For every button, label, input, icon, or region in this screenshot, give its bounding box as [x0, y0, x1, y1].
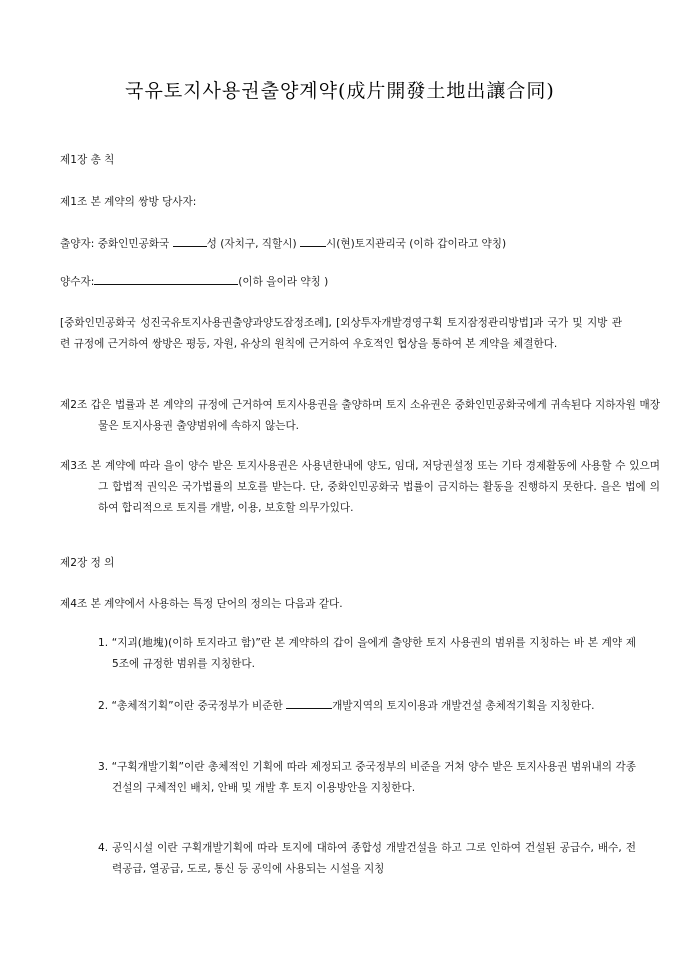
transferor-province: 성 (자치구, 직할시) — [206, 238, 301, 250]
article-3: 제3조 본 계약에 따라 을이 양수 받은 토지사용권은 사용년한내에 양도, 임대, 저당권설정 또는 기타 경제활동에 사용할 수 있으며 그 합법적 권익은 국가법률의 보호를 받는다. 단, 중화인민공화국 법률이 금지하는 활동을 진행하지 못한다. 을은 법에 의하여 합리적으로 토지를 개발, 이용, 보호할 의무가있다. — [60, 460, 660, 514]
transferor-bureau: 시(현)토지관리국 (이하 갑이라고 약칭) — [326, 238, 507, 250]
article-2: 제2조 갑은 법률과 본 계약의 규정에 근거하여 토지사용권을 출양하며 토지 소유권은 중화인민공화국에게 귀속된다 지하자원 매장물은 토지사용권 출양범위에 속하지 않는다. — [60, 399, 660, 432]
definition-1: 1. “지괴(地塊)(이하 토지라고 함)”란 본 계약하의 갑이 을에게 출양한 토지 사용권의 범위를 지칭하는 바 본 계약 제5조에 규정한 범위를 지칭한다. — [98, 637, 636, 670]
transferor-line — [60, 234, 622, 255]
blank-city — [300, 237, 326, 247]
transferee-line — [60, 272, 622, 293]
contract-title: 국유토지사용권출양계약(成片開發土地出讓合同) — [125, 80, 555, 102]
transferor-label: 출양자: 중화인민공화국 — [60, 238, 173, 250]
definition-2-start: 2. “총체적기획”이란 중국정부가 비준한 — [98, 700, 287, 712]
article-1-heading: 제1조 본 계약의 쌍방 당사자: — [60, 196, 197, 208]
preamble-paragraph: [중화인민공화국 성진국유토지사용권출양과양도잠정조례], [외상투자개발경영구획 토지잠정관리방법]과 국가 및 지방 관련 규정에 근거하여 쌍방은 평등, 자원, 유상의 원칙에 근거하여 우호적인 협상을 통하여 본 계약을 체결한다. — [60, 317, 622, 350]
transferee-label: 양수자: — [60, 276, 95, 288]
chapter-2-heading: 제2장 정 의 — [60, 557, 115, 569]
definition-3: 3. “구획개발기획”이란 총체적인 기획에 따라 제정되고 중국정부의 비준을 거쳐 양수 받은 토지사용권 범위내의 각종 건설의 구체적인 배치, 안배 및 개발 후 토지 이용방안을 지칭한다. — [98, 761, 636, 794]
blank-transferee — [94, 275, 238, 285]
article-4-heading: 제4조 본 계약에서 사용하는 특정 단어의 정의는 다음과 같다. — [60, 598, 343, 610]
definition-2 — [98, 696, 636, 717]
transferee-abbrev: (이하 을이라 약칭 ) — [238, 276, 329, 288]
chapter-1-heading: 제1장 총 칙 — [60, 154, 115, 166]
definition-2-end: 개발지역의 토지이용과 개발건설 총체적기획을 지칭한다. — [332, 700, 595, 712]
definition-4: 4. 공익시설 이란 구획개발기획에 따라 토지에 대하여 종합성 개발건설을 하고 그로 인하여 건설된 공급수, 배수, 전력공급, 열공급, 도로, 통신 등 공익에 사용되는 시설을 지칭 — [98, 842, 636, 875]
blank-development-zone — [286, 699, 332, 709]
blank-province — [173, 237, 207, 247]
